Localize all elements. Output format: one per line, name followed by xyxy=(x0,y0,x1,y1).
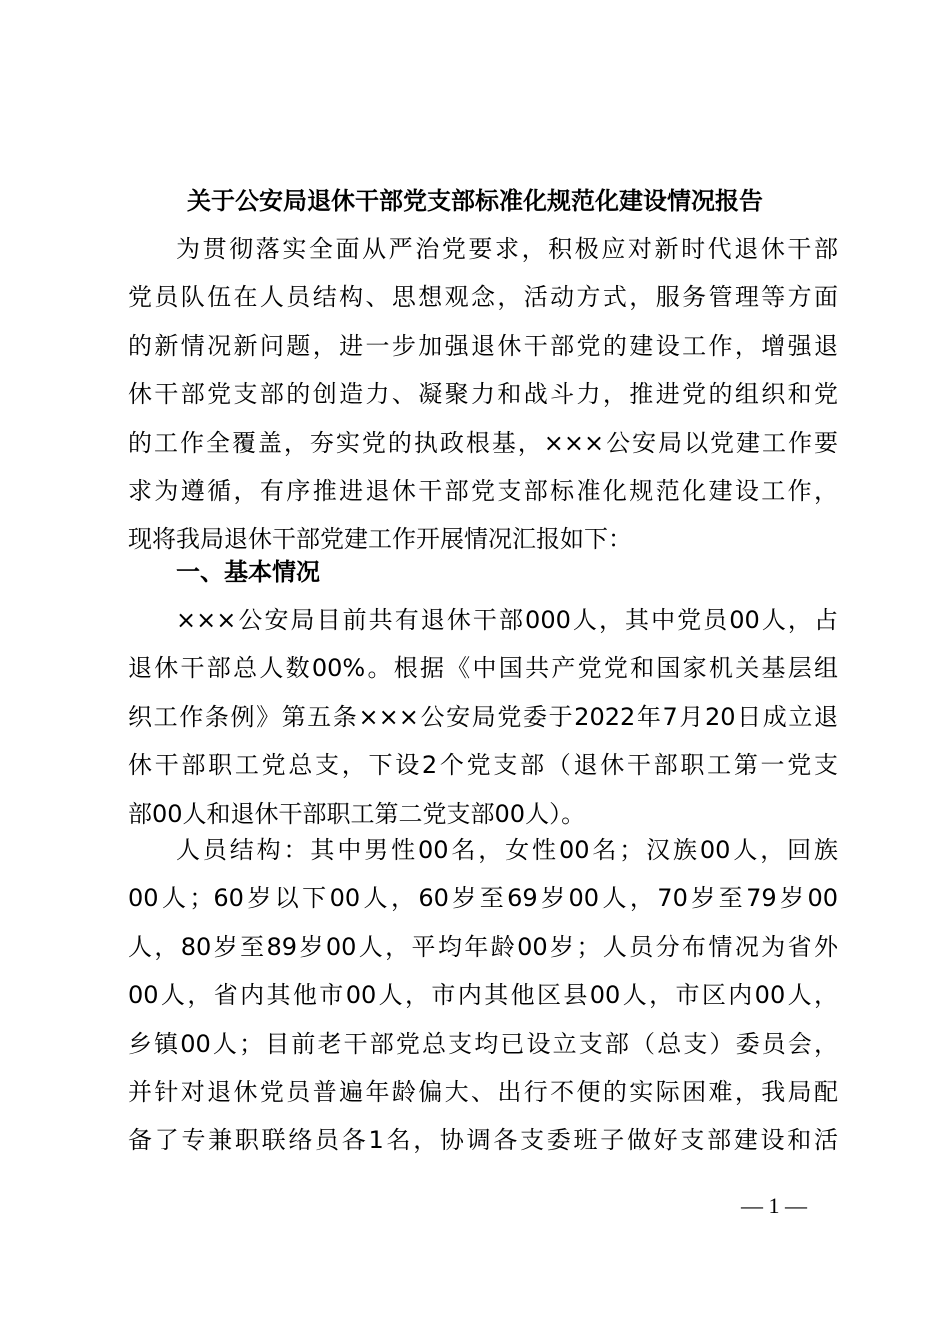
paragraph-line: 的新情况新问题，进一步加强退休干部党的建设工作，增强退 xyxy=(128,331,838,360)
intro-paragraph xyxy=(128,225,838,564)
paragraph-line: 求为遵循，有序推进退休干部党支部标准化规范化建设工作， xyxy=(128,476,838,505)
paragraph-line: 00人；60岁以下00人，60岁至69岁00人，70岁至79岁00 xyxy=(128,884,838,913)
personnel-structure-paragraph xyxy=(128,826,838,1165)
paragraph-line: 退休干部总人数00%。根据《中国共产党党和国家机关基层组 xyxy=(128,654,838,683)
paragraph-line: 休干部党支部的创造力、凝聚力和战斗力，推进党的组织和党 xyxy=(128,380,838,409)
paragraph-line: 织工作条例》第五条×××公安局党委于2022年7月20日成立退 xyxy=(128,702,838,731)
paragraph-line: 为贯彻落实全面从严治党要求，积极应对新时代退休干部 xyxy=(176,235,838,263)
paragraph-line: 人，80岁至89岁00人，平均年龄00岁；人员分布情况为省外 xyxy=(128,932,838,961)
paragraph-line: 乡镇00人；目前老干部党总支均已设立支部（总支）委员会， xyxy=(128,1029,838,1058)
paragraph-line: 人员结构：其中男性00名，女性00名；汉族00人，回族 xyxy=(176,836,838,864)
paragraph-line: 休干部职工党总支，下设2个党支部（退休干部职工第一党支 xyxy=(128,751,838,780)
paragraph-line: 并针对退休党员普遍年龄偏大、出行不便的实际困难，我局配 xyxy=(128,1077,838,1106)
document-title: 关于公安局退休干部党支部标准化规范化建设情况报告 xyxy=(187,186,763,215)
paragraph-line: ×××公安局目前共有退休干部000人，其中党员00人，占 xyxy=(176,606,838,634)
basic-info-paragraph xyxy=(128,596,838,838)
paragraph-line: 部00人和退休干部职工第二党支部00人）。 xyxy=(128,799,586,828)
paragraph-line: 现将我局退休干部党建工作开展情况汇报如下： xyxy=(128,525,632,554)
paragraph-line: 备了专兼职联络员各1名，协调各支委班子做好支部建设和活 xyxy=(128,1126,838,1155)
paragraph-line: 00人，省内其他市00人，市内其他区县00人，市区内00人， xyxy=(128,981,838,1010)
paragraph-line: 的工作全覆盖，夯实党的执政根基，×××公安局以党建工作要 xyxy=(128,428,838,457)
paragraph-line: 党员队伍在人员结构、思想观念，活动方式，服务管理等方面 xyxy=(128,283,838,312)
section-heading: 一、基本情况 xyxy=(176,558,320,586)
page-number: — 1 — xyxy=(741,1193,807,1218)
